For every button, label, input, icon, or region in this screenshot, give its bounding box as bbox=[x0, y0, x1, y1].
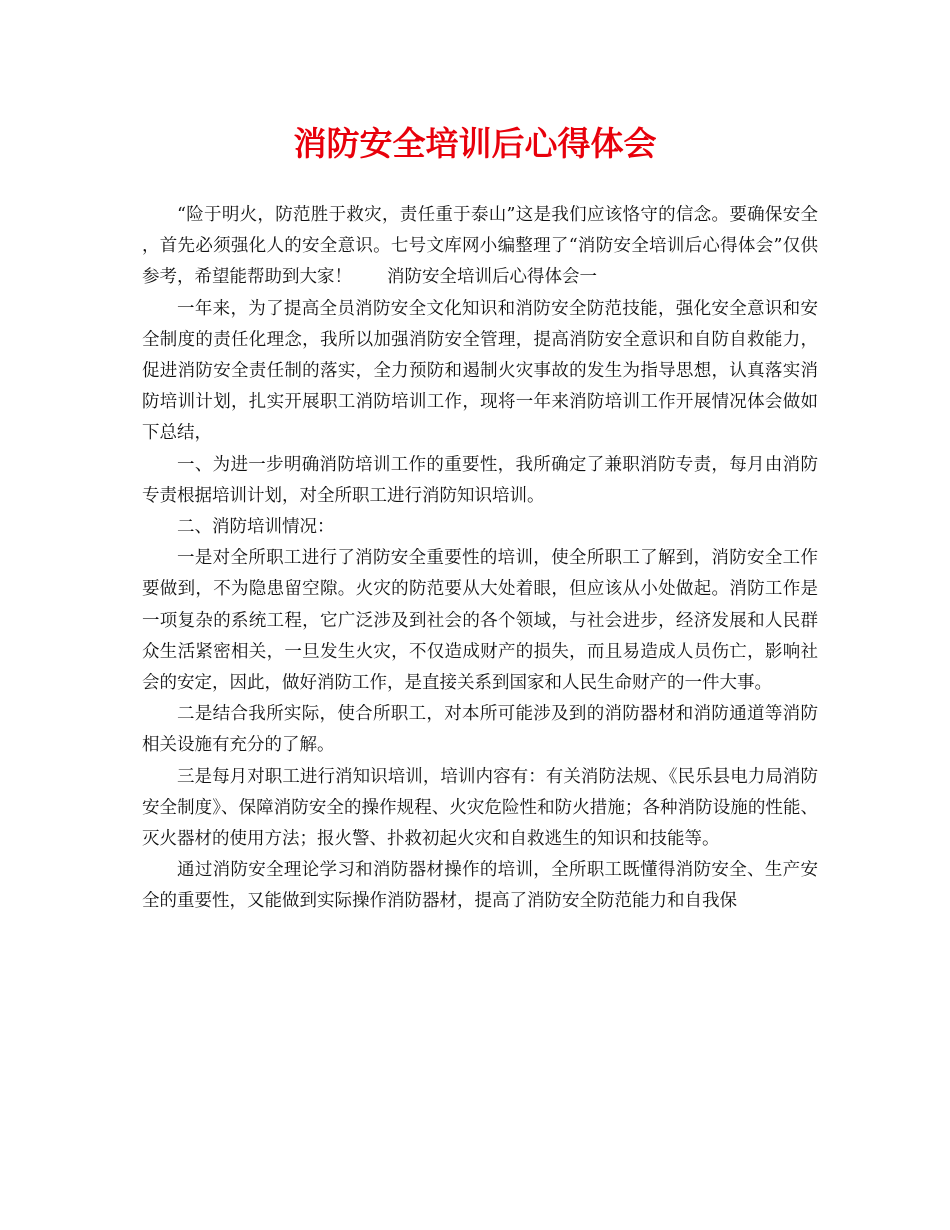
document-body bbox=[142, 200, 818, 918]
paragraph: 二是结合我所实际，使合所职工，对本所可能涉及到的消防器材和消防通道等消防相关设施有充分的了解。 bbox=[142, 704, 818, 756]
paragraph: 通过消防安全理论学习和消防器材操作的培训，全所职工既懂得消防安全、生产安全的重要性，又能做到实际操作消防器材，提高了消防安全防范能力和自我保 bbox=[142, 860, 818, 912]
paragraph: 三是每月对职工进行消知识培训，培训内容有：有关消防法规、《民乐县电力局消防安全制度》、保障消防安全的操作规程、火灾危险性和防火措施；各种消防设施的性能、灭火器材的使用方法；报火警、扑救初起火灾和自救逃生的知识和技能等。 bbox=[142, 766, 818, 850]
paragraph: 一、为进一步明确消防培训工作的重要性，我所确定了兼职消防专责，每月由消防专责根据培训计划，对全所职工进行消防知识培训。 bbox=[142, 454, 818, 506]
paragraph: 一是对全所职工进行了消防安全重要性的培训，使全所职工了解到，消防安全工作要做到，不为隐患留空隙。火灾的防范要从大处着眼，但应该从小处做起。消防工作是一项复杂的系统工程，它广泛涉及到社会的各个领域，与社会进步，经济发展和人民群众生活紧密相关，一旦发生火灾，不仅造成财产的损失，而且易造成人员伤亡，影响社会的安定，因此，做好消防工作，是直接关系到国家和人民生命财产的一件大事。 bbox=[142, 548, 818, 694]
paragraph: “险于明火，防范胜于救灾，责任重于泰山”这是我们应该恪守的信念。要确保安全，首先必须强化人的安全意识。七号文库网小编整理了“消防安全培训后心得体会”仅供参考，希望能帮助到大家！ 消防安全培训后心得体会一 bbox=[142, 205, 818, 288]
document-title: 消防安全培训后心得体会 bbox=[293, 124, 657, 163]
paragraph: 一年来，为了提高全员消防安全文化知识和消防安全防范技能，强化安全意识和安全制度的责任化理念，我所以加强消防安全管理，提高消防安全意识和自防自救能力，促进消防安全责任制的落实，全力预防和遏制火灾事故的发生为指导思想，认真落实消防培训计划，扎实开展职工消防培训工作，现将一年来消防培训工作开展情况体会做如下总结， bbox=[142, 298, 818, 444]
paragraph: 二、消防培训情况： bbox=[177, 517, 335, 538]
